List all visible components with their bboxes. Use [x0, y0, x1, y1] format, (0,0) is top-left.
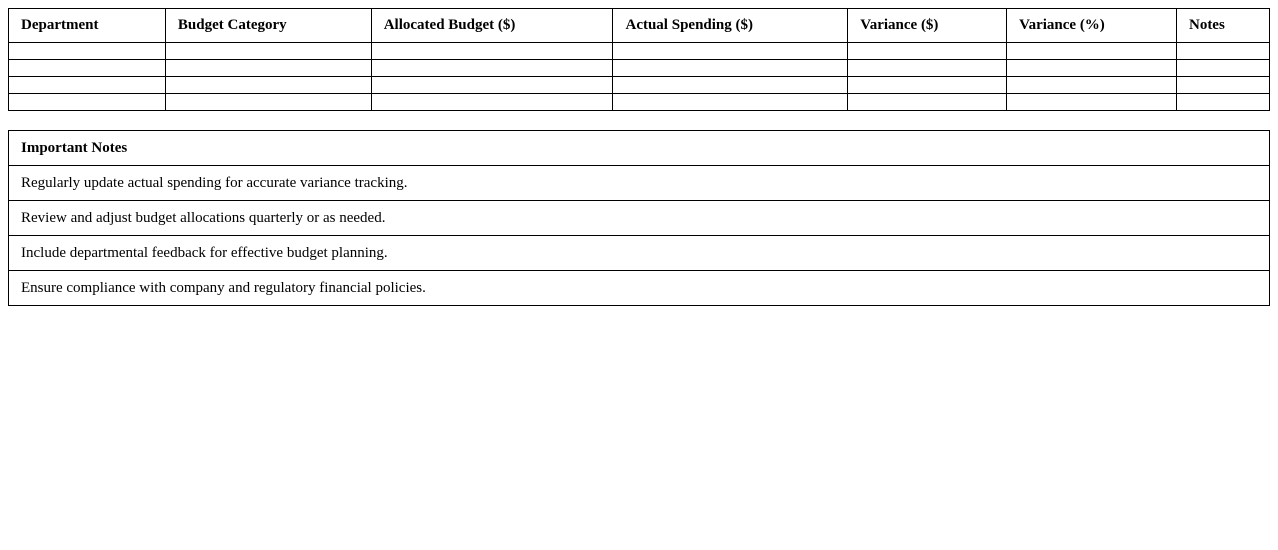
column-header-notes: Notes	[1176, 9, 1269, 43]
table-row	[9, 94, 1270, 111]
notes-header-row	[9, 131, 1270, 166]
table-cell[interactable]	[9, 77, 166, 94]
table-header-row	[9, 9, 1270, 43]
table-cell[interactable]	[1176, 60, 1269, 77]
note-row	[9, 166, 1270, 201]
table-cell[interactable]	[613, 60, 848, 77]
table-cell[interactable]	[1176, 94, 1269, 111]
table-row	[9, 60, 1270, 77]
note-row	[9, 236, 1270, 271]
notes-title: Important Notes	[9, 131, 1270, 166]
column-header-actual-spending: Actual Spending ($)	[613, 9, 848, 43]
table-row	[9, 77, 1270, 94]
table-cell[interactable]	[848, 43, 1007, 60]
note-item: Include departmental feedback for effective budget planning.	[9, 236, 1270, 271]
column-header-variance-dollars: Variance ($)	[848, 9, 1007, 43]
note-row	[9, 271, 1270, 306]
note-item: Regularly update actual spending for accurate variance tracking.	[9, 166, 1270, 201]
table-cell[interactable]	[371, 94, 613, 111]
table-cell[interactable]	[1007, 94, 1177, 111]
column-header-variance-percent: Variance (%)	[1007, 9, 1177, 43]
table-cell[interactable]	[9, 43, 166, 60]
table-cell[interactable]	[848, 77, 1007, 94]
note-item: Ensure compliance with company and regulatory financial policies.	[9, 271, 1270, 306]
column-header-department: Department	[9, 9, 166, 43]
table-cell[interactable]	[371, 77, 613, 94]
table-cell[interactable]	[1176, 77, 1269, 94]
table-cell[interactable]	[613, 43, 848, 60]
table-cell[interactable]	[1007, 43, 1177, 60]
note-item: Review and adjust budget allocations quarterly or as needed.	[9, 201, 1270, 236]
table-cell[interactable]	[613, 77, 848, 94]
table-cell[interactable]	[165, 94, 371, 111]
table-cell[interactable]	[9, 60, 166, 77]
table-cell[interactable]	[165, 43, 371, 60]
table-cell[interactable]	[848, 60, 1007, 77]
budget-table	[8, 8, 1270, 111]
table-cell[interactable]	[371, 60, 613, 77]
table-cell[interactable]	[1007, 60, 1177, 77]
table-cell[interactable]	[165, 77, 371, 94]
table-cell[interactable]	[165, 60, 371, 77]
important-notes-table	[8, 130, 1270, 306]
column-header-allocated-budget: Allocated Budget ($)	[371, 9, 613, 43]
table-row	[9, 43, 1270, 60]
table-cell[interactable]	[371, 43, 613, 60]
column-header-budget-category: Budget Category	[165, 9, 371, 43]
note-row	[9, 201, 1270, 236]
table-cell[interactable]	[613, 94, 848, 111]
table-cell[interactable]	[9, 94, 166, 111]
table-cell[interactable]	[1007, 77, 1177, 94]
table-cell[interactable]	[848, 94, 1007, 111]
table-cell[interactable]	[1176, 43, 1269, 60]
